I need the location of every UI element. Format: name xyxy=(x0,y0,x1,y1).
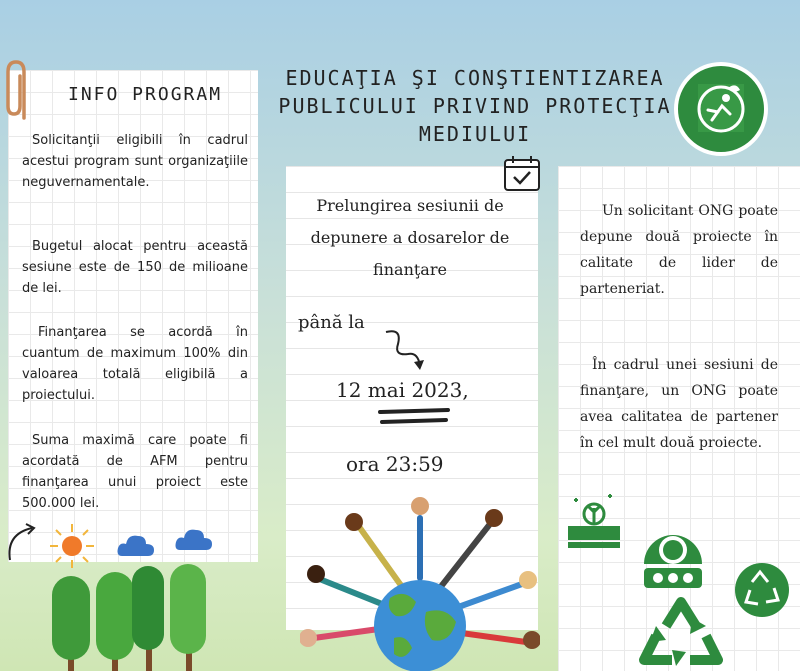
date-underline xyxy=(378,406,450,428)
cloud-icon xyxy=(174,522,214,554)
max-amount-text: Suma maximă care poate fi acordată de AFM pentru finanţarea unui proiect este 500.000 lei. xyxy=(22,433,248,511)
financing-text: Finanţarea se acordă în cuantum de maximum 100% din valoarea totală eligibilă a proiectului. xyxy=(22,325,248,403)
arrow-icon xyxy=(2,520,42,566)
eco-globe-icon xyxy=(640,524,706,590)
globe-people-illustration xyxy=(300,488,540,671)
paperclip-icon xyxy=(2,58,38,124)
budget-text: Bugetul alocat pentru această sesiune este de 150 de milioane de lei. xyxy=(22,239,248,296)
deadline-date: 12 mai 2023, xyxy=(336,378,469,402)
deadline-heading: Prelungirea sesiunii de depunere a dosarelor de finanţare xyxy=(310,196,510,279)
trees-illustration xyxy=(46,562,216,671)
eco-plant-icon xyxy=(564,490,624,550)
recycle-icon xyxy=(636,596,726,671)
curly-arrow-icon xyxy=(384,326,428,374)
applicant-projects-text: Un solicitant ONG poate depune două proiecte în calitate de lider de parteneriat. xyxy=(580,203,778,297)
cloud-icon xyxy=(116,528,156,560)
green-leaf-person-logo xyxy=(674,62,768,156)
partner-limit-text: În cadrul unei sesiuni de finanţare, un ONG poate avea calitatea de partener în cel mult două proiecte. xyxy=(580,357,778,451)
until-label: până la xyxy=(298,312,365,333)
recycle-circle-icon xyxy=(734,562,790,618)
calendar-check-icon xyxy=(502,154,542,192)
info-program-heading: INFO PROGRAM xyxy=(68,84,223,105)
page-title: EDUCAŢIA ŞI CONŞTIENTIZAREA PUBLICULUI PRIVIND PROTECŢIA MEDIULUI xyxy=(278,66,672,146)
deadline-time: ora 23:59 xyxy=(346,452,444,476)
eligible-applicants-text: Solicitanţii eligibili în cadrul acestui program sunt organizaţiile neguvernamentale. xyxy=(22,133,248,190)
